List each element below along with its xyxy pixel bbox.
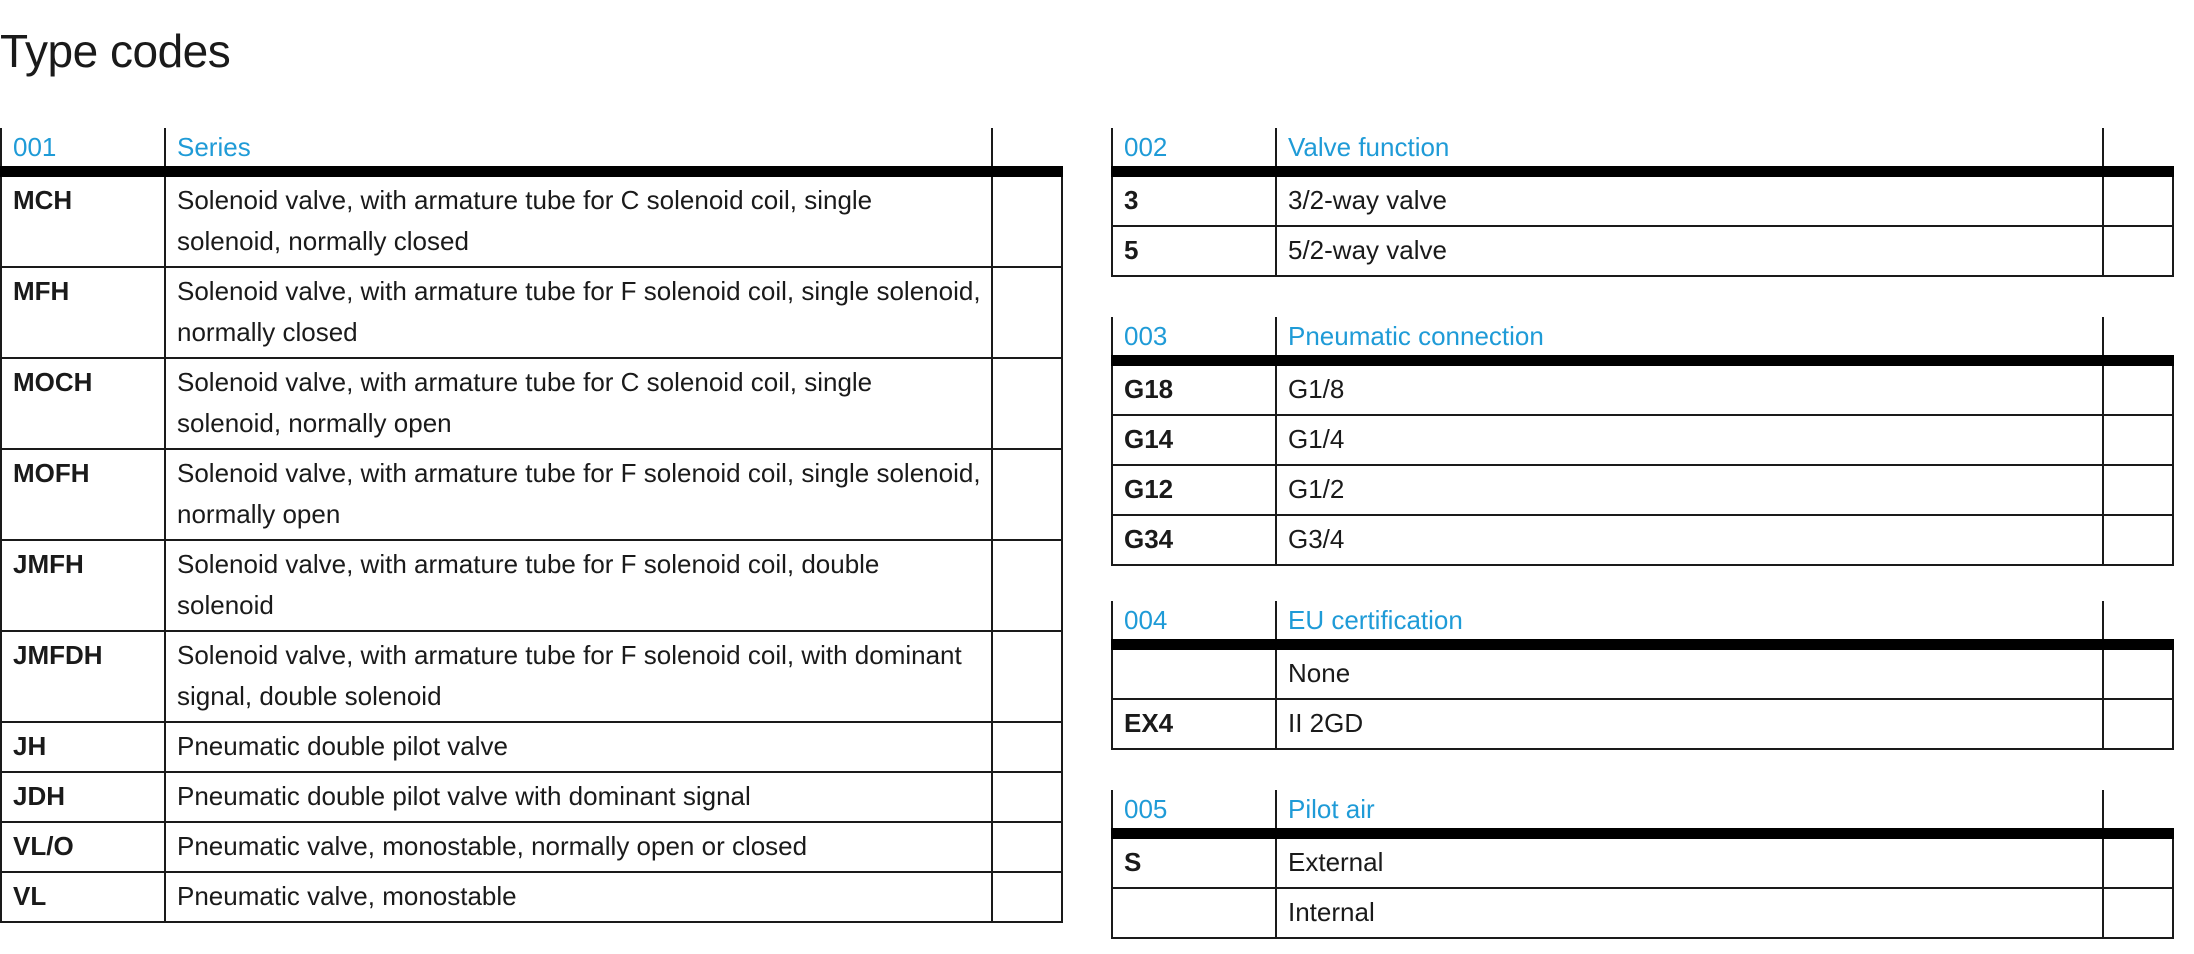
blank-cell [2103,834,2173,889]
blank-cell [2103,645,2173,700]
table-id: 003 [1112,317,1276,361]
code-cell: G14 [1112,415,1276,465]
description-cell: II 2GD [1276,699,2103,749]
table-row [1,722,1062,772]
table-body [1,172,1062,923]
blank-cell [992,172,1062,268]
code-cell: VL [1,872,165,922]
table-body [1112,361,2173,566]
code-cell: JMFDH [1,631,165,722]
table-row [1112,226,2173,276]
description-cell: Pneumatic double pilot valve with dominant signal [165,772,992,822]
page-title: Type codes [0,25,231,77]
blank-cell [992,267,1062,358]
description-cell: Solenoid valve, with armature tube for C solenoid coil, single solenoid, normally open [165,358,992,449]
table-row [1112,415,2173,465]
code-cell: JMFH [1,540,165,631]
description-cell: None [1276,645,2103,700]
blank-cell [2103,226,2173,276]
table-row [1,267,1062,358]
code-cell: G34 [1112,515,1276,565]
code-cell: JH [1,722,165,772]
blank-cell [2103,172,2173,227]
blank-cell [992,872,1062,922]
table-id: 004 [1112,601,1276,645]
table-header-row [1112,317,2173,361]
code-cell [1112,888,1276,938]
table-body [1112,834,2173,939]
blank-cell [992,540,1062,631]
code-cell: VL/O [1,822,165,872]
table-heading: Series [165,128,992,172]
description-cell: Pneumatic double pilot valve [165,722,992,772]
table-row [1112,645,2173,700]
code-cell: MFH [1,267,165,358]
description-cell: Solenoid valve, with armature tube for F solenoid coil, single solenoid, normally open [165,449,992,540]
table-row [1112,888,2173,938]
code-cell: MOFH [1,449,165,540]
blank-cell [992,449,1062,540]
table-header-row [1112,790,2173,834]
code-cell: S [1112,834,1276,889]
code-cell: JDH [1,772,165,822]
blank-cell [2103,415,2173,465]
code-cell: G18 [1112,361,1276,416]
table-row [1,872,1062,922]
table-row [1112,172,2173,227]
table-header-row [1112,601,2173,645]
table-heading: Pilot air [1276,790,2103,834]
code-cell: MCH [1,172,165,268]
table-row [1,449,1062,540]
description-cell: Solenoid valve, with armature tube for F solenoid coil, with dominant signal, double solenoid [165,631,992,722]
blank-cell [992,772,1062,822]
type-code-table-eu-certification [1111,601,2174,750]
table-row [1112,699,2173,749]
table-heading: Valve function [1276,128,2103,172]
description-cell: Solenoid valve, with armature tube for C solenoid coil, single solenoid, normally closed [165,172,992,268]
table-row [1,631,1062,722]
blank-cell [992,722,1062,772]
code-cell: 5 [1112,226,1276,276]
blank-cell [992,822,1062,872]
table-header-row [1112,128,2173,172]
table-row [1,358,1062,449]
table-body [1112,172,2173,277]
table-row [1112,465,2173,515]
table-row [1,822,1062,872]
table-row [1,772,1062,822]
description-cell: Solenoid valve, with armature tube for F solenoid coil, single solenoid, normally closed [165,267,992,358]
code-cell: G12 [1112,465,1276,515]
blank-cell [992,358,1062,449]
table-id: 005 [1112,790,1276,834]
code-cell [1112,645,1276,700]
table-header-row [1,128,1062,172]
type-code-table-pneumatic-connection [1111,317,2174,566]
blank-cell [2103,515,2173,565]
description-cell: G1/8 [1276,361,2103,416]
blank-cell [992,631,1062,722]
blank-cell [2103,699,2173,749]
code-cell: EX4 [1112,699,1276,749]
description-cell: External [1276,834,2103,889]
table-heading: EU certification [1276,601,2103,645]
code-cell: 3 [1112,172,1276,227]
table-header-blank [2103,790,2173,834]
table-header-blank [2103,601,2173,645]
blank-cell [2103,465,2173,515]
description-cell: Pneumatic valve, monostable [165,872,992,922]
table-row [1112,515,2173,565]
type-code-table-series [0,128,1063,923]
table-id: 002 [1112,128,1276,172]
description-cell: Pneumatic valve, monostable, normally open or closed [165,822,992,872]
description-cell: Solenoid valve, with armature tube for F solenoid coil, double solenoid [165,540,992,631]
table-header-blank [2103,128,2173,172]
type-code-table-pilot-air [1111,790,2174,939]
description-cell: G3/4 [1276,515,2103,565]
table-row [1112,361,2173,416]
blank-cell [2103,888,2173,938]
blank-cell [2103,361,2173,416]
table-body [1112,645,2173,750]
description-cell: 3/2-way valve [1276,172,2103,227]
type-code-table-valve-function [1111,128,2174,277]
table-header-blank [2103,317,2173,361]
table-row [1112,834,2173,889]
description-cell: 5/2-way valve [1276,226,2103,276]
table-id: 001 [1,128,165,172]
table-row [1,540,1062,631]
description-cell: Internal [1276,888,2103,938]
description-cell: G1/4 [1276,415,2103,465]
description-cell: G1/2 [1276,465,2103,515]
table-header-blank [992,128,1062,172]
table-heading: Pneumatic connection [1276,317,2103,361]
table-row [1,172,1062,268]
code-cell: MOCH [1,358,165,449]
